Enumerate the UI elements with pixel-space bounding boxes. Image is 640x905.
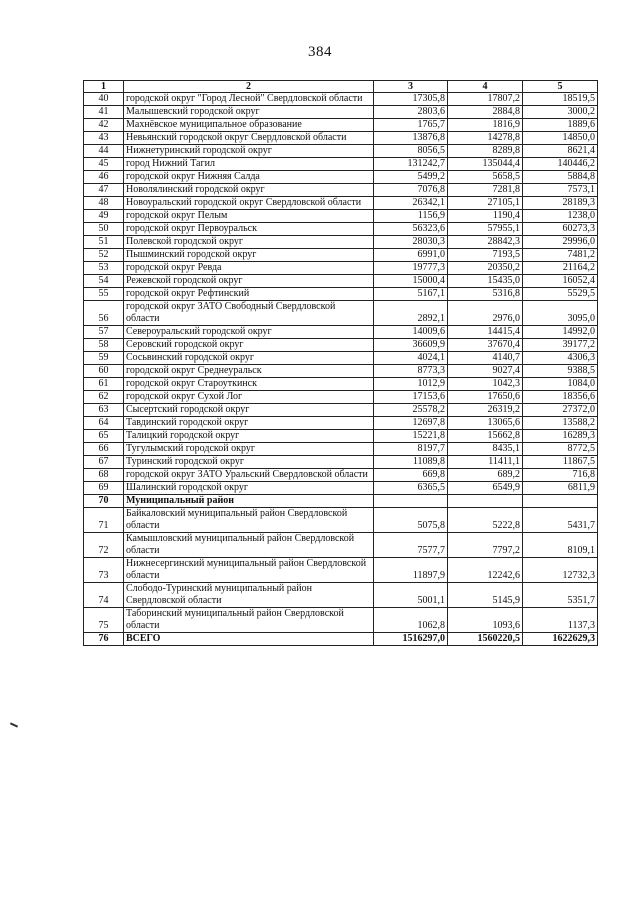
- row-value-col3: 17305,8: [374, 93, 448, 106]
- column-header-3: 3: [374, 81, 448, 93]
- row-value-col4: 14278,8: [448, 132, 523, 145]
- table-row: [84, 275, 598, 288]
- row-value-col4: 17807,2: [448, 93, 523, 106]
- row-name: городской округ Пелым: [124, 210, 374, 223]
- table-row: [84, 583, 598, 608]
- row-value-col3: 36609,9: [374, 339, 448, 352]
- row-number: 65: [84, 430, 124, 443]
- table-row: [84, 482, 598, 495]
- row-name: город Нижний Тагил: [124, 158, 374, 171]
- row-number: 57: [84, 326, 124, 339]
- table-row: [84, 262, 598, 275]
- row-value-col4: 1042,3: [448, 378, 523, 391]
- row-value-col4: 2884,8: [448, 106, 523, 119]
- row-value-col3: 12697,8: [374, 417, 448, 430]
- row-number: 49: [84, 210, 124, 223]
- row-name: Серовский городской округ: [124, 339, 374, 352]
- row-value-col5: 14992,0: [523, 326, 598, 339]
- row-number: 46: [84, 171, 124, 184]
- row-number: 60: [84, 365, 124, 378]
- row-value-col4: 1816,9: [448, 119, 523, 132]
- row-name: городской округ Рефтинский: [124, 288, 374, 301]
- column-header-4: 4: [448, 81, 523, 93]
- row-value-col3: 19777,3: [374, 262, 448, 275]
- row-value-col4: 5222,8: [448, 508, 523, 533]
- row-value-col4: 12242,6: [448, 558, 523, 583]
- row-value-col3: 8773,3: [374, 365, 448, 378]
- table-row: [84, 558, 598, 583]
- table-row: [84, 197, 598, 210]
- row-value-col4: 5145,9: [448, 583, 523, 608]
- row-value-col3: 8056,5: [374, 145, 448, 158]
- row-value-col4: 13065,6: [448, 417, 523, 430]
- table-row: [84, 417, 598, 430]
- row-value-col4: [448, 495, 523, 508]
- row-value-col4: 28842,3: [448, 236, 523, 249]
- row-value-col3: 7076,8: [374, 184, 448, 197]
- row-value-col4: 689,2: [448, 469, 523, 482]
- row-value-col3: 131242,7: [374, 158, 448, 171]
- row-value-col5: 8621,4: [523, 145, 598, 158]
- row-value-col5: 21164,2: [523, 262, 598, 275]
- table-row: [84, 469, 598, 482]
- row-value-col5: 5529,5: [523, 288, 598, 301]
- row-value-col3: 6991,0: [374, 249, 448, 262]
- row-value-col5: 18519,5: [523, 93, 598, 106]
- row-value-col3: 13876,8: [374, 132, 448, 145]
- column-header-1: 1: [84, 81, 124, 93]
- table-header-row: [84, 81, 598, 93]
- row-value-col3: 4024,1: [374, 352, 448, 365]
- row-value-col5: 6811,9: [523, 482, 598, 495]
- row-value-col4: 7193,5: [448, 249, 523, 262]
- row-name: Новолялинский городской округ: [124, 184, 374, 197]
- row-name: городской округ ЗАТО Свободный Свердловской области: [124, 301, 374, 326]
- row-number: 63: [84, 404, 124, 417]
- row-name: Камышловский муниципальный район Свердловской области: [124, 533, 374, 558]
- row-name: городской округ Нижняя Салда: [124, 171, 374, 184]
- row-value-col3: 28030,3: [374, 236, 448, 249]
- row-value-col3: 1062,8: [374, 608, 448, 633]
- row-value-col3: 2892,1: [374, 301, 448, 326]
- row-value-col5: 8772,5: [523, 443, 598, 456]
- margin-mark: [10, 722, 18, 727]
- column-header-5: 5: [523, 81, 598, 93]
- row-value-col5: 9388,5: [523, 365, 598, 378]
- row-value-col5: 11867,5: [523, 456, 598, 469]
- table-row: [84, 145, 598, 158]
- row-name: Таборинский муниципальный район Свердловской области: [124, 608, 374, 633]
- row-number: 70: [84, 495, 124, 508]
- row-number: 67: [84, 456, 124, 469]
- row-name: Режевской городской округ: [124, 275, 374, 288]
- row-name: Малышевский городской округ: [124, 106, 374, 119]
- row-name: Слободо-Туринский муниципальный район Свердловской области: [124, 583, 374, 608]
- row-value-col3: 8197,7: [374, 443, 448, 456]
- row-name: Невьянский городской округ Свердловской области: [124, 132, 374, 145]
- row-value-col4: 15662,8: [448, 430, 523, 443]
- row-number: 45: [84, 158, 124, 171]
- row-number: 44: [84, 145, 124, 158]
- budget-table: [83, 80, 598, 646]
- row-name: Тугулымский городской округ: [124, 443, 374, 456]
- row-value-col3: 2803,6: [374, 106, 448, 119]
- row-value-col5: [523, 495, 598, 508]
- row-value-col5: 18356,6: [523, 391, 598, 404]
- row-name: Сосьвинский городской округ: [124, 352, 374, 365]
- row-value-col4: 4140,7: [448, 352, 523, 365]
- row-value-col5: 5884,8: [523, 171, 598, 184]
- table-row: [84, 119, 598, 132]
- table-row: [84, 158, 598, 171]
- table-row: [84, 365, 598, 378]
- table-row: [84, 456, 598, 469]
- row-value-col5: 140446,2: [523, 158, 598, 171]
- row-value-col4: 2976,0: [448, 301, 523, 326]
- row-value-col5: 1622629,3: [523, 633, 598, 646]
- table-row: [84, 236, 598, 249]
- table-row: [84, 249, 598, 262]
- table-row: [84, 288, 598, 301]
- row-value-col4: 26319,2: [448, 404, 523, 417]
- row-value-col4: 37670,4: [448, 339, 523, 352]
- row-number: 76: [84, 633, 124, 646]
- row-name: Талицкий городской округ: [124, 430, 374, 443]
- row-name: Сысертский городской округ: [124, 404, 374, 417]
- row-number: 59: [84, 352, 124, 365]
- row-value-col4: 11411,1: [448, 456, 523, 469]
- row-value-col5: 8109,1: [523, 533, 598, 558]
- table-row: [84, 404, 598, 417]
- row-value-col3: 11897,9: [374, 558, 448, 583]
- row-value-col3: 5001,1: [374, 583, 448, 608]
- row-value-col3: 15221,8: [374, 430, 448, 443]
- row-value-col5: 1889,6: [523, 119, 598, 132]
- row-name: Новоуральский городской округ Свердловской области: [124, 197, 374, 210]
- row-number: 58: [84, 339, 124, 352]
- row-number: 69: [84, 482, 124, 495]
- table-row: [84, 132, 598, 145]
- row-value-col3: 14009,6: [374, 326, 448, 339]
- row-number: 48: [84, 197, 124, 210]
- table-row: [84, 223, 598, 236]
- row-value-col5: 27372,0: [523, 404, 598, 417]
- row-number: 74: [84, 583, 124, 608]
- row-number: 62: [84, 391, 124, 404]
- row-number: 43: [84, 132, 124, 145]
- row-value-col5: 7481,2: [523, 249, 598, 262]
- row-value-col5: 39177,2: [523, 339, 598, 352]
- table-row: [84, 430, 598, 443]
- row-value-col3: 5167,1: [374, 288, 448, 301]
- row-name: городской округ Староуткинск: [124, 378, 374, 391]
- row-value-col5: 28189,3: [523, 197, 598, 210]
- row-name: Муниципальный район: [124, 495, 374, 508]
- row-value-col3: 7577,7: [374, 533, 448, 558]
- row-value-col5: 29996,0: [523, 236, 598, 249]
- row-value-col5: 14850,0: [523, 132, 598, 145]
- row-value-col5: 5351,7: [523, 583, 598, 608]
- row-value-col5: 1137,3: [523, 608, 598, 633]
- row-value-col4: 6549,9: [448, 482, 523, 495]
- table-row: [84, 443, 598, 456]
- row-value-col4: 135044,4: [448, 158, 523, 171]
- table-row: [84, 301, 598, 326]
- table-row: [84, 508, 598, 533]
- row-number: 54: [84, 275, 124, 288]
- row-number: 47: [84, 184, 124, 197]
- row-number: 56: [84, 301, 124, 326]
- table-row: [84, 326, 598, 339]
- row-number: 53: [84, 262, 124, 275]
- table-row: [84, 391, 598, 404]
- row-value-col5: 13588,2: [523, 417, 598, 430]
- row-value-col3: 1765,7: [374, 119, 448, 132]
- row-name: Тавдинский городской округ: [124, 417, 374, 430]
- row-number: 75: [84, 608, 124, 633]
- row-value-col4: 5316,8: [448, 288, 523, 301]
- row-value-col4: 1190,4: [448, 210, 523, 223]
- row-value-col3: [374, 495, 448, 508]
- table-row: [84, 171, 598, 184]
- table-row: [84, 210, 598, 223]
- row-name: Туринский городской округ: [124, 456, 374, 469]
- row-value-col3: 17153,6: [374, 391, 448, 404]
- row-value-col4: 15435,0: [448, 275, 523, 288]
- table-row: [84, 339, 598, 352]
- row-value-col5: 3000,2: [523, 106, 598, 119]
- row-number: 72: [84, 533, 124, 558]
- row-value-col5: 716,8: [523, 469, 598, 482]
- row-name: Нижнесергинский муниципальный район Свердловской области: [124, 558, 374, 583]
- row-value-col3: 11089,8: [374, 456, 448, 469]
- row-value-col3: 5499,2: [374, 171, 448, 184]
- row-value-col3: 25578,2: [374, 404, 448, 417]
- row-name: Байкаловский муниципальный район Свердловской области: [124, 508, 374, 533]
- row-value-col4: 5658,5: [448, 171, 523, 184]
- row-number: 52: [84, 249, 124, 262]
- row-value-col4: 57955,1: [448, 223, 523, 236]
- row-number: 61: [84, 378, 124, 391]
- row-number: 68: [84, 469, 124, 482]
- page-number: 384: [308, 44, 332, 60]
- row-value-col3: 1516297,0: [374, 633, 448, 646]
- row-number: 66: [84, 443, 124, 456]
- row-number: 40: [84, 93, 124, 106]
- row-value-col3: 5075,8: [374, 508, 448, 533]
- row-value-col5: 4306,3: [523, 352, 598, 365]
- table-row: [84, 106, 598, 119]
- row-value-col3: 6365,5: [374, 482, 448, 495]
- row-name: Махнёвское муниципальное образование: [124, 119, 374, 132]
- row-value-col3: 669,8: [374, 469, 448, 482]
- table-body: [84, 93, 598, 646]
- row-name: городской округ Среднеуральск: [124, 365, 374, 378]
- row-value-col3: 15000,4: [374, 275, 448, 288]
- row-name: городской округ "Город Лесной" Свердловской области: [124, 93, 374, 106]
- column-header-2: 2: [124, 81, 374, 93]
- row-value-col3: 56323,6: [374, 223, 448, 236]
- row-value-col5: 12732,3: [523, 558, 598, 583]
- row-number: 41: [84, 106, 124, 119]
- row-value-col5: 3095,0: [523, 301, 598, 326]
- table-row: [84, 533, 598, 558]
- row-value-col5: 16289,3: [523, 430, 598, 443]
- row-name: городской округ ЗАТО Уральский Свердловской области: [124, 469, 374, 482]
- row-number: 42: [84, 119, 124, 132]
- row-value-col3: 1156,9: [374, 210, 448, 223]
- row-value-col4: 1560220,5: [448, 633, 523, 646]
- row-value-col4: 7797,2: [448, 533, 523, 558]
- row-name: ВСЕГО: [124, 633, 374, 646]
- row-value-col3: 1012,9: [374, 378, 448, 391]
- row-name: Полевской городской округ: [124, 236, 374, 249]
- row-value-col4: 1093,6: [448, 608, 523, 633]
- row-value-col4: 17650,6: [448, 391, 523, 404]
- row-number: 73: [84, 558, 124, 583]
- row-number: 71: [84, 508, 124, 533]
- row-value-col4: 8289,8: [448, 145, 523, 158]
- row-value-col4: 8435,1: [448, 443, 523, 456]
- table-row: [84, 633, 598, 646]
- table-row: [84, 495, 598, 508]
- row-value-col3: 26342,1: [374, 197, 448, 210]
- row-value-col5: 16052,4: [523, 275, 598, 288]
- row-value-col5: 7573,1: [523, 184, 598, 197]
- row-name: городской округ Сухой Лог: [124, 391, 374, 404]
- row-value-col4: 20350,2: [448, 262, 523, 275]
- row-value-col5: 5431,7: [523, 508, 598, 533]
- row-name: Шалинский городской округ: [124, 482, 374, 495]
- row-value-col4: 9027,4: [448, 365, 523, 378]
- row-value-col5: 1084,0: [523, 378, 598, 391]
- row-value-col4: 27105,1: [448, 197, 523, 210]
- row-name: городской округ Ревда: [124, 262, 374, 275]
- row-number: 64: [84, 417, 124, 430]
- row-number: 51: [84, 236, 124, 249]
- row-value-col5: 60273,3: [523, 223, 598, 236]
- row-name: городской округ Первоуральск: [124, 223, 374, 236]
- table-row: [84, 93, 598, 106]
- table-row: [84, 608, 598, 633]
- row-value-col4: 14415,4: [448, 326, 523, 339]
- row-name: Нижнетуринский городской округ: [124, 145, 374, 158]
- row-number: 50: [84, 223, 124, 236]
- row-value-col4: 7281,8: [448, 184, 523, 197]
- row-number: 55: [84, 288, 124, 301]
- row-name: Североуральский городской округ: [124, 326, 374, 339]
- row-name: Пышминский городской округ: [124, 249, 374, 262]
- table-row: [84, 352, 598, 365]
- row-value-col5: 1238,0: [523, 210, 598, 223]
- table-row: [84, 378, 598, 391]
- table-row: [84, 184, 598, 197]
